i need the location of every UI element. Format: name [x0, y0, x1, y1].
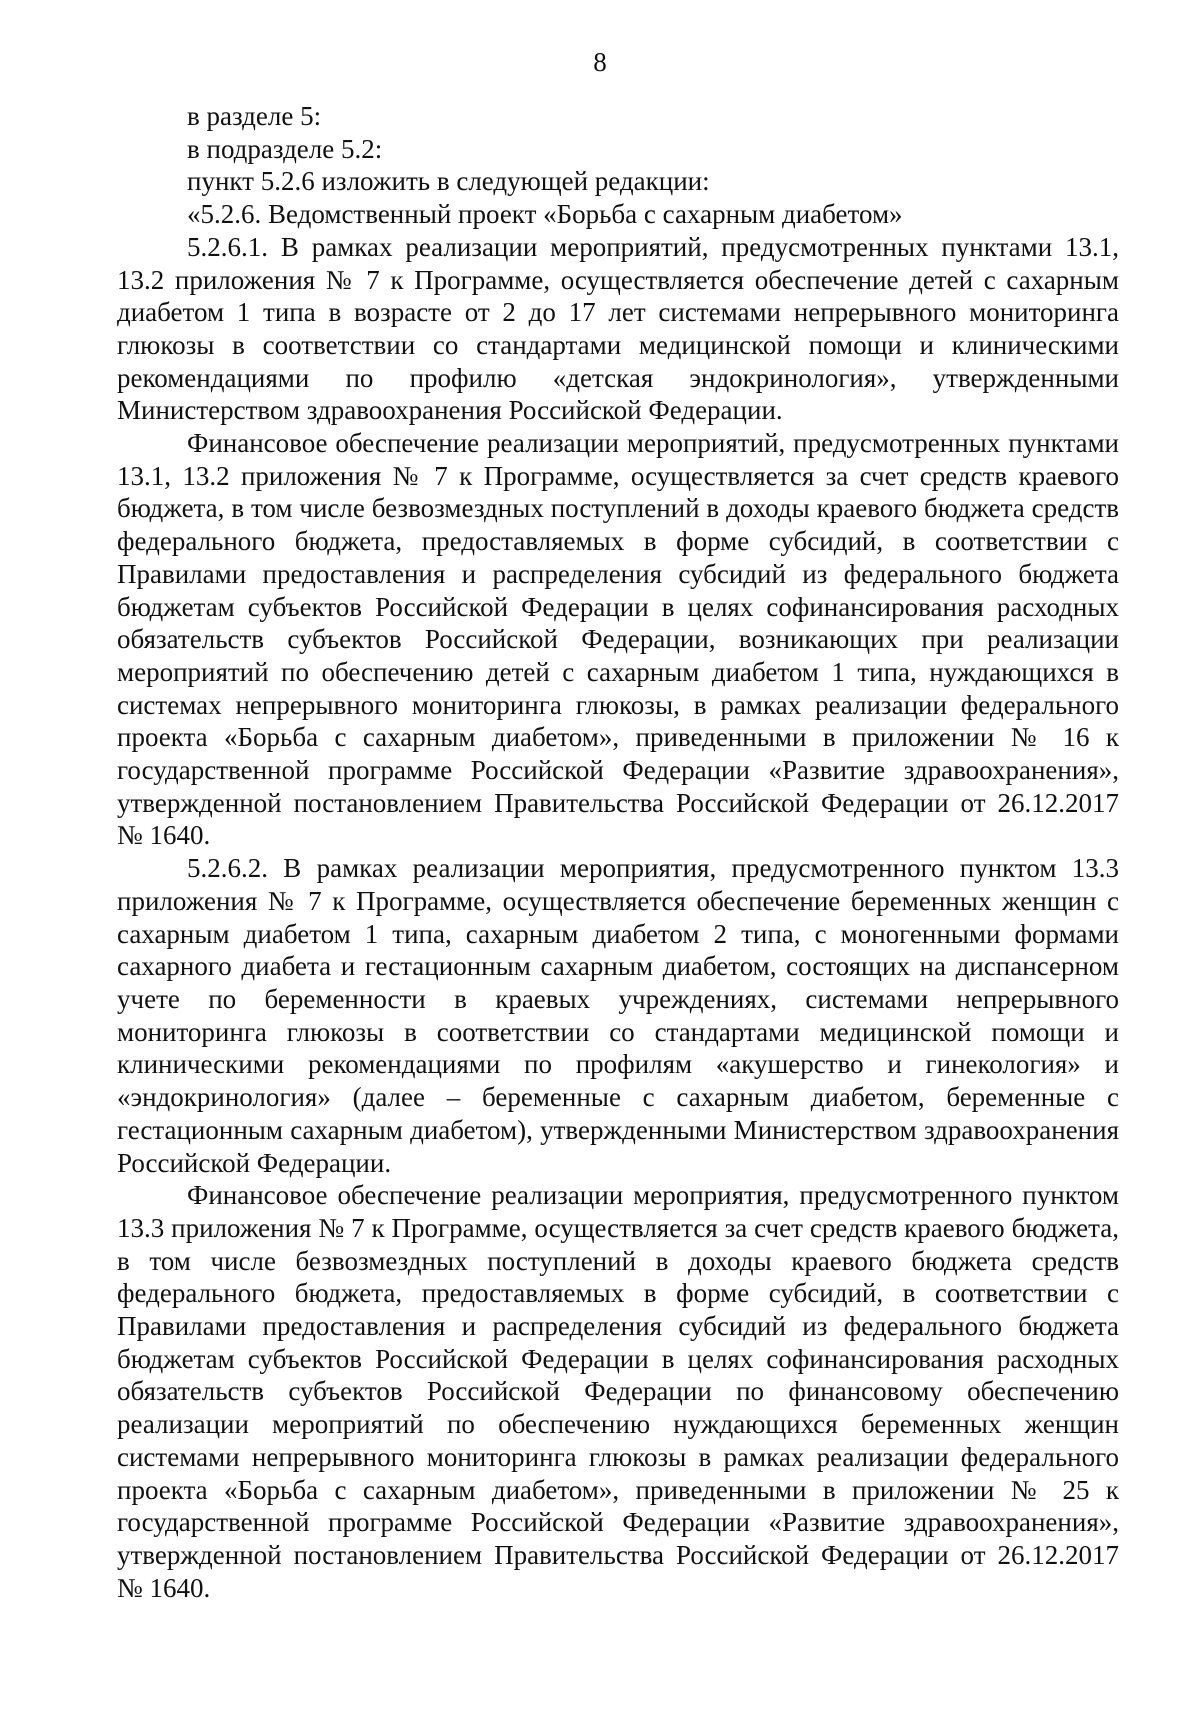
document-body: [117, 100, 1119, 1604]
clause-heading: «5.2.6. Ведомственный проект «Борьба с сахарным диабетом»: [187, 199, 903, 230]
amendment-instruction-line: пункт 5.2.6 изложить в следующей редакции:: [187, 166, 710, 197]
clause-5-2-6-2-paragraph: 5.2.6.2. В рамках реализации мероприятия, предусмотренного пунктом 13.3 приложения № 7 к Программе, осуществляется обеспечение беременных женщин с сахарным диабетом 1 типа, сахарным диабетом 2 типа, с моногенными формами сахарного диабета и гестационным сахарным диабетом, состоящих на диспансерном учете по беременности в краевых учреждениях, системами непрерывного мониторинга глюкозы в соответствии со стандартами медицинской помощи и клиническими рекомендациями по профилям «акушерство и гинекология» и «эндокринология» (далее – беременные с сахарным диабетом, беременные с гестационным сахарным диабетом), утвержденными Министерством здравоохранения Российской Федерации.: [117, 853, 1119, 1178]
financing-paragraph-pregnant: Финансовое обеспечение реализации мероприятия, предусмотренного пунктом 13.3 приложения № 7 к Программе, осуществляется за счет средств краевого бюджета, в том числе безвозмездных поступлений в доходы краевого бюджета средств федерального бюджета, предоставляемых в форме субсидий, в соответствии с Правилами предоставления и распределения субсидий из федерального бюджета бюджетам субъектов Российской Федерации в целях софинансирования расходных обязательств субъектов Российской Федерации по финансовому обеспечению реализации мероприятий по обеспечению нуждающихся беременных женщин системами непрерывного мониторинга глюкозы в рамках реализации федерального проекта «Борьба с сахарным диабетом», приведенными в приложении № 25 к государственной программе Российской Федерации «Развитие здравоохранения», утвержденной постановлением Правительства Российской Федерации от 26.12.2017 № 1640.: [117, 1180, 1119, 1603]
clause-5-2-6-1-paragraph: 5.2.6.1. В рамках реализации мероприятий, предусмотренных пунктами 13.1, 13.2 приложения № 7 к Программе, осуществляется обеспечение детей с сахарным диабетом 1 типа в возрасте от 2 до 17 лет системами непрерывного мониторинга глюкозы в соответствии со стандартами медицинской помощи и клиническими рекомендациями по профилю «детская эндокринология», утвержденными Министерством здравоохранения Российской Федерации.: [117, 231, 1119, 426]
section-reference-line: в разделе 5:: [187, 101, 322, 131]
page-number: 8: [593, 47, 607, 77]
subsection-reference-line: в подразделе 5.2:: [187, 133, 383, 164]
financing-paragraph-children: Финансовое обеспечение реализации мероприятий, предусмотренных пунктами 13.1, 13.2 приложения № 7 к Программе, осуществляется за счет средств краевого бюджета, в том числе безвозмездных поступлений в доходы краевого бюджета средств федерального бюджета, предоставляемых в форме субсидий, в соответствии с Правилами предоставления и распределения субсидий из федерального бюджета бюджетам субъектов Российской Федерации в целях софинансирования расходных обязательств субъектов Российской Федерации, возникающих при реализации мероприятий по обеспечению детей с сахарным диабетом 1 типа, нуждающихся в системах непрерывного мониторинга глюкозы, в рамках реализации федерального проекта «Борьба с сахарным диабетом», приведенными в приложении № 16 к государственной программе Российской Федерации «Развитие здравоохранения», утвержденной постановлением Правительства Российской Федерации от 26.12.2017 № 1640.: [117, 428, 1119, 851]
